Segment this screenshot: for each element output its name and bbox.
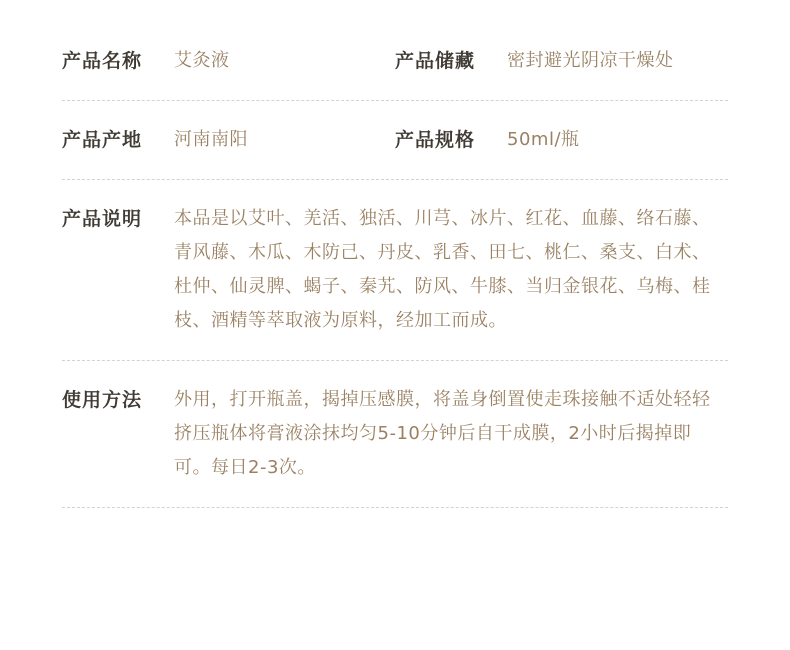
spec-cell-product-description: [62, 202, 728, 338]
spec-value: 50ml/瓶: [507, 129, 580, 150]
spec-value: 本品是以艾叶、羌活、独活、川芎、冰片、红花、血藤、络石藤、青风藤、木瓜、木防己、丹皮、乳香、田七、桃仁、桑支、白术、杜仲、仙灵脾、蝎子、秦艽、防风、牛膝、当归金银花、乌梅、桂枝、酒精等萃取液为原料，经加工而成。: [174, 208, 711, 331]
spec-value: 密封避光阴凉干燥处: [507, 50, 674, 71]
spec-label: 产品说明: [62, 208, 143, 230]
spec-row: [62, 361, 728, 508]
spec-value: 河南南阳: [174, 129, 248, 150]
spec-cell-product-storage: [395, 44, 728, 78]
bottom-spacer: [0, 508, 790, 568]
spec-row: [62, 180, 728, 361]
spec-label: 产品名称: [62, 50, 143, 72]
spec-label: 产品储藏: [395, 50, 476, 72]
spec-label: 产品规格: [395, 129, 476, 151]
spec-label: 使用方法: [62, 389, 143, 411]
spec-value: 外用，打开瓶盖，揭掉压感膜，将盖身倒置使走珠接触不适处轻轻挤压瓶体将膏液涂抹均匀5-10分钟后自干成膜，2小时后揭掉即可。每日2-3次。: [174, 389, 711, 478]
spec-label: 产品产地: [62, 129, 143, 151]
spec-cell-product-origin: [62, 123, 395, 157]
spec-cell-product-spec: [395, 123, 728, 157]
spec-cell-product-name: [62, 44, 395, 78]
spec-row: [62, 0, 728, 101]
spec-value: 艾灸液: [174, 50, 230, 71]
spec-row: [62, 101, 728, 180]
spec-cell-usage-method: [62, 383, 728, 485]
